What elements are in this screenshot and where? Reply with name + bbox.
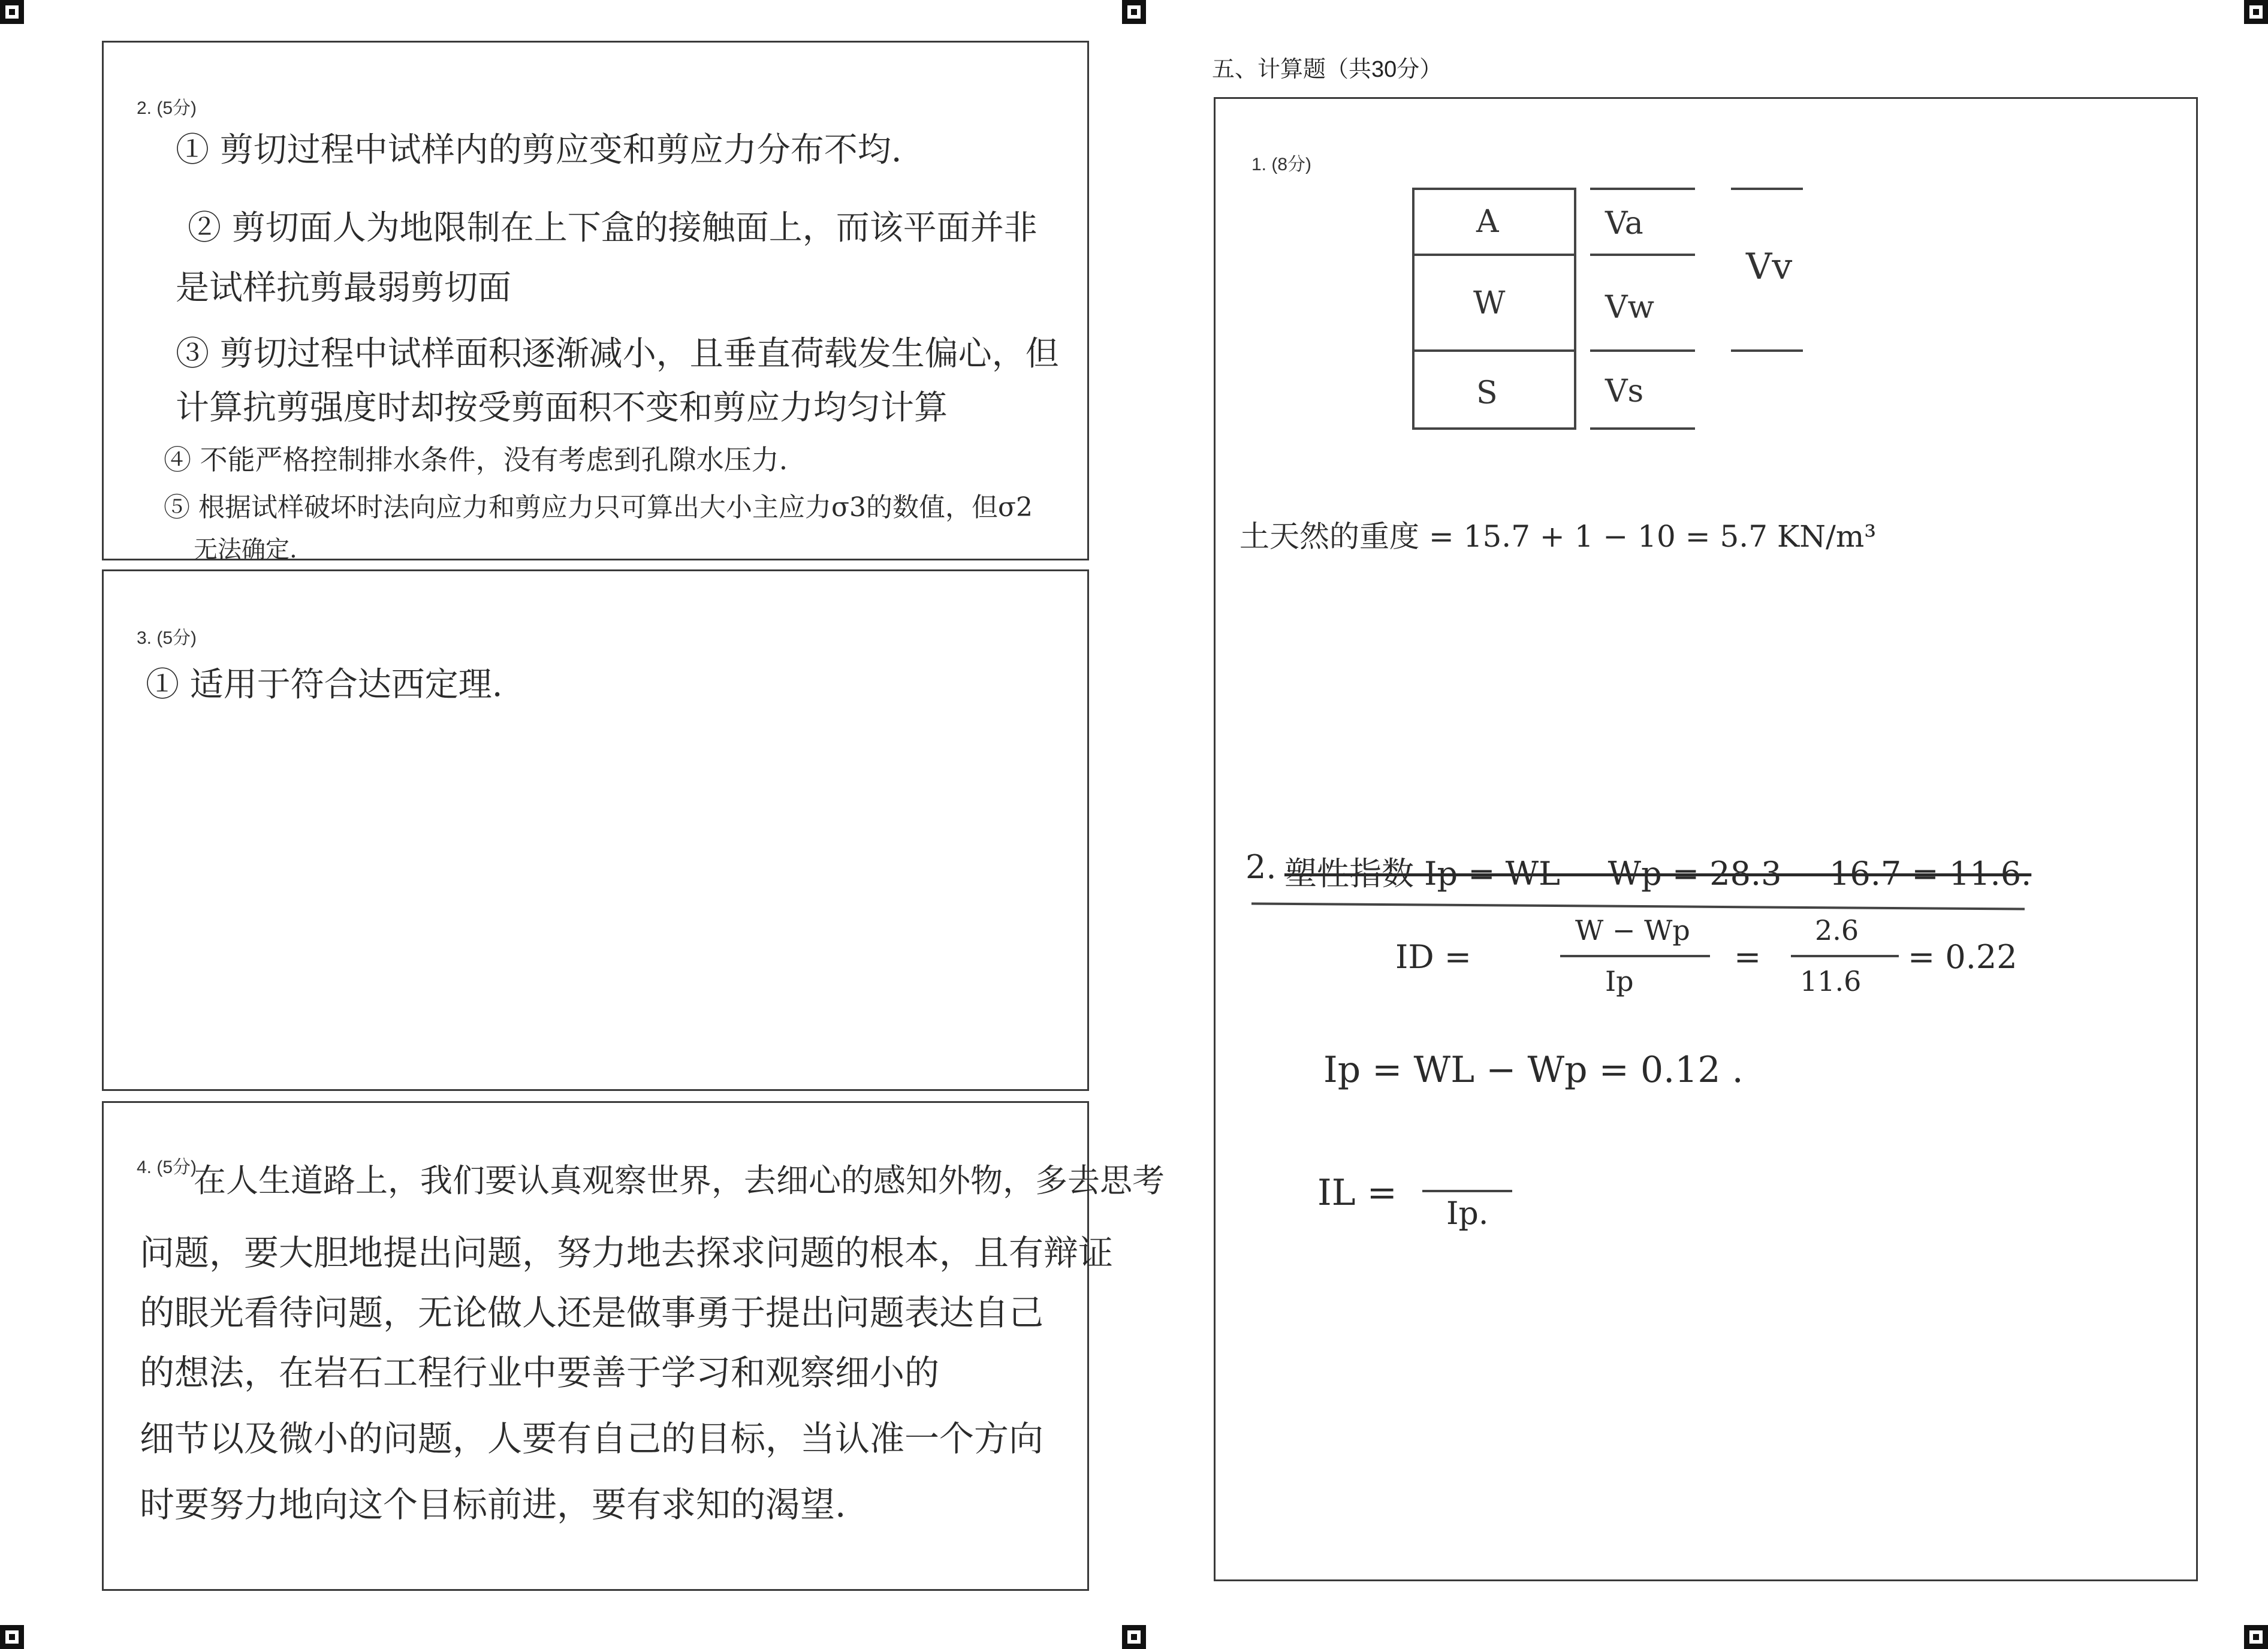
plasticity-line: Ip = WL − Wp = 0.12 . <box>1323 1049 1744 1091</box>
fraction-result: = 0.22 <box>1908 938 2017 976</box>
fraction-numerator: W − Wp <box>1575 914 1690 946</box>
volume-label-voids: Vv <box>1746 246 1793 288</box>
question-label: 3. (5分) <box>137 628 197 648</box>
volume-label-solid: Vs <box>1605 373 1644 409</box>
three-phase-diagram <box>1407 177 1863 453</box>
registration-marker-top-center <box>1122 0 1146 24</box>
handwritten-prefix: 2. <box>1245 848 1277 886</box>
fraction2-numerator: 2.6 <box>1815 914 1859 946</box>
section-title: 五、计算题（共30分） <box>1212 57 1443 82</box>
fraction-bar <box>1560 955 1710 957</box>
handwritten-line: 细节以及微小的问题，人要有自己的目标，当认准一个方向 <box>140 1418 1044 1459</box>
handwritten-line: ⑤ 根据试样破坏时法向应力和剪应力只可算出大小主应力σ3的数值，但σ2 <box>164 492 1033 523</box>
fraction-denominator: Ip <box>1605 965 1634 997</box>
phase-label-water: W <box>1473 285 1506 321</box>
handwritten-line: 的想法，在岩石工程行业中要善于学习和观察细小的 <box>140 1352 940 1393</box>
handwritten-line: 问题，要大胆地提出问题，努力地去探求问题的根本，且有辩证 <box>140 1232 1114 1273</box>
registration-marker-bottom-right <box>2244 1625 2268 1649</box>
fraction2-bar <box>1791 955 1899 957</box>
registration-marker-top-left <box>0 0 24 24</box>
answer-box-calculation <box>1214 97 2198 1581</box>
plasticity-index-line: 塑性指数 Ip = WL − Wp = 28.3 − 16.7 = 11.6. <box>1284 855 2032 893</box>
volume-label-water: Vw <box>1605 290 1655 325</box>
liquidity-fraction-bar <box>1422 1190 1512 1192</box>
registration-marker-bottom-center <box>1122 1625 1146 1649</box>
question-label: 4. (5分) <box>137 1157 197 1177</box>
answer-box-q4 <box>102 1101 1165 1591</box>
handwritten-line: ① 适用于符合达西定理. <box>146 665 503 704</box>
handwritten-line: ② 剪切面人为地限制在上下盒的接触面上，而该平面并非 <box>188 209 1038 248</box>
registration-marker-bottom-left <box>0 1625 24 1649</box>
liquidity-denominator: Ip. <box>1446 1196 1489 1232</box>
question-label: 1. (8分) <box>1251 155 1312 174</box>
phase-label-air: A <box>1476 204 1499 240</box>
handwritten-line: ① 剪切过程中试样内的剪应变和剪应力分布不均. <box>176 131 902 170</box>
handwritten-line: 在人生道路上，我们要认真观察世界，去细心的感知外物，多去思考 <box>194 1162 1165 1199</box>
answer-box-q3 <box>102 569 1089 1091</box>
liquidity-index-lhs: IL = <box>1317 1172 1397 1214</box>
question-label: 2. (5分) <box>137 98 197 118</box>
handwritten-line: 时要努力地向这个目标前进，要有求知的渴望. <box>140 1484 846 1525</box>
fraction2-denominator: 11.6 <box>1800 965 1862 997</box>
strike-line <box>1251 902 2025 910</box>
phase-label-solid: S <box>1476 375 1498 411</box>
answer-unit-weight: 土天然的重度 = 15.7 + 1 − 10 = 5.7 KN/m³ <box>1239 519 1877 554</box>
fraction-equals: = <box>1734 938 1762 976</box>
fraction-lhs: ID = <box>1395 938 1472 976</box>
handwritten-line: ④ 不能严格控制排水条件，没有考虑到孔隙水压力. <box>164 444 788 476</box>
handwritten-line: ③ 剪切过程中试样面积逐渐减小，且垂直荷载发生偏心，但 <box>176 334 1059 373</box>
handwritten-line: 无法确定. <box>194 536 297 563</box>
registration-marker-top-right <box>2244 0 2268 24</box>
handwritten-line: 是试样抗剪最弱剪切面 <box>176 269 511 308</box>
handwritten-line: 的眼光看待问题，无论做人还是做事勇于提出问题表达自己 <box>140 1292 1044 1333</box>
volume-label-air: Va <box>1605 206 1643 242</box>
answer-box-q2 <box>102 41 1089 563</box>
handwritten-line: 计算抗剪强度时却按受剪面积不变和剪应力均匀计算 <box>176 388 948 427</box>
